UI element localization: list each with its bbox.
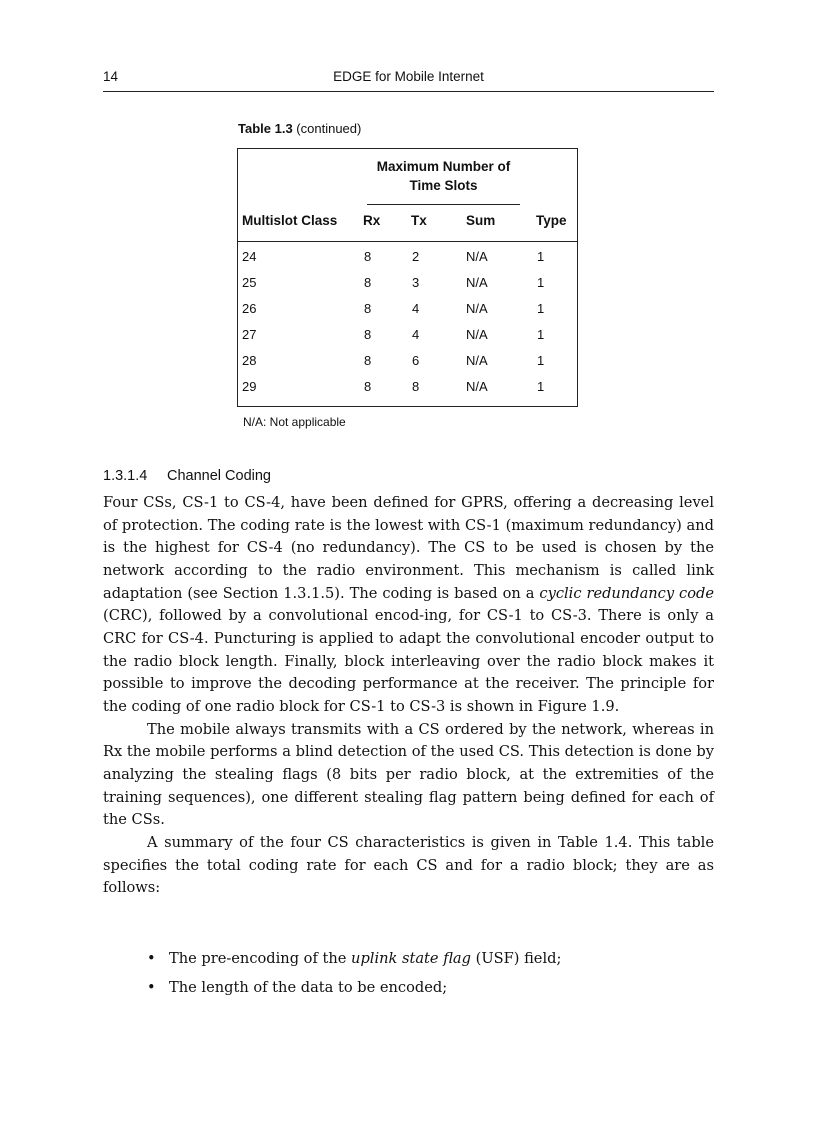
cell-tx: 2 <box>412 249 420 264</box>
list-item <box>147 973 714 1002</box>
cell-multislot-class: 24 <box>242 249 257 264</box>
table-row <box>0 379 816 405</box>
table-row <box>0 301 816 327</box>
bullet-1-emphasis: uplink state flag <box>351 950 471 967</box>
group-header-line2: Time Slots <box>409 178 478 193</box>
group-header-line1: Maximum Number of <box>376 159 511 174</box>
paragraph-1-part-a: Four CSs, CS-1 to CS-4, have been defined for GPRS, offering a decreasing level of protection. The coding rate is the lowest with CS-1 (maximum redundancy) and is the highest for CS-4 (no redundancy). The CS to be used is chosen by the network according to the radio environment. This mechanism is called link adaptation (see Section 1.3.1.5). The coding is based on a <box>103 494 714 602</box>
cell-tx: 4 <box>412 327 420 342</box>
column-header-rx: Rx <box>363 213 381 228</box>
cell-type: 1 <box>537 327 545 342</box>
table-row <box>0 353 816 379</box>
cell-rx: 8 <box>364 301 372 316</box>
cell-rx: 8 <box>364 275 372 290</box>
cell-tx: 3 <box>412 275 420 290</box>
list-item <box>147 944 714 973</box>
paragraph-3: A summary of the four CS characteristics is given in Table 1.4. This table specifies the total coding rate for each CS and for a radio block; they are as follows: <box>103 833 714 897</box>
cell-type: 1 <box>537 249 545 264</box>
cell-rx: 8 <box>364 379 372 394</box>
paragraph-1 <box>103 492 714 719</box>
header-rule <box>238 241 577 242</box>
bullet-2-text: The length of the data to be encoded; <box>169 979 448 996</box>
bullet-list <box>147 944 714 1002</box>
bullet-icon: • <box>147 979 156 996</box>
table-row <box>0 327 816 353</box>
cell-tx: 4 <box>412 301 420 316</box>
bullet-icon: • <box>147 950 156 967</box>
bullet-1-part-a: The pre-encoding of the <box>169 950 352 967</box>
body-text <box>103 492 714 900</box>
cell-sum: N/A <box>466 275 488 290</box>
cell-sum: N/A <box>466 379 488 394</box>
section-heading <box>103 468 271 484</box>
column-header-type: Type <box>536 213 567 228</box>
running-title: EDGE for Mobile Internet <box>333 69 484 84</box>
running-header <box>103 67 714 92</box>
cell-multislot-class: 29 <box>242 379 257 394</box>
cell-tx: 6 <box>412 353 420 368</box>
cell-sum: N/A <box>466 249 488 264</box>
table-footnote: N/A: Not applicable <box>243 415 346 429</box>
cell-sum: N/A <box>466 353 488 368</box>
table-caption <box>238 121 361 136</box>
table-row <box>0 275 816 301</box>
table-caption-suffix: (continued) <box>292 121 362 136</box>
cell-rx: 8 <box>364 327 372 342</box>
cell-multislot-class: 26 <box>242 301 257 316</box>
column-header-tx: Tx <box>411 213 427 228</box>
cell-type: 1 <box>537 301 545 316</box>
cell-sum: N/A <box>466 327 488 342</box>
cell-tx: 8 <box>412 379 420 394</box>
group-header-rule <box>367 204 520 205</box>
section-title: Channel Coding <box>167 468 271 484</box>
paragraph-2: The mobile always transmits with a CS ordered by the network, whereas in Rx the mobile performs a blind detection of the used CS. This detection is done by analyzing the stealing flags (8 bits per radio block, at the extremities of the training sequences), one different stealing flag pattern being defined for each of the CSs. <box>103 720 714 829</box>
cell-rx: 8 <box>364 249 372 264</box>
paragraph-1-emphasis: cyclic redundancy code <box>539 584 714 602</box>
section-number: 1.3.1.4 <box>103 468 148 484</box>
cell-multislot-class: 25 <box>242 275 257 290</box>
cell-type: 1 <box>537 275 545 290</box>
cell-type: 1 <box>537 379 545 394</box>
cell-sum: N/A <box>466 301 488 316</box>
table-row <box>0 249 816 275</box>
column-header-sum: Sum <box>466 213 496 228</box>
cell-multislot-class: 27 <box>242 327 257 342</box>
bullet-1-part-b: (USF) field; <box>470 950 562 967</box>
table-caption-label: Table 1.3 <box>238 121 293 136</box>
page-number: 14 <box>103 69 119 84</box>
paragraph-1-part-b: (CRC), followed by a convolutional encod-ing, for CS-1 to CS-3. There is only a CRC for CS-4. Puncturing is applied to adapt the convolutional encoder output to the radio block length. Finally, block interleaving over the radio block makes it possible to improve the decoding performance at the receiver. The principle for the coding of one radio block for CS-1 to CS-3 is shown in Figure 1.9. <box>103 607 714 715</box>
cell-multislot-class: 28 <box>242 353 257 368</box>
table-group-header <box>355 157 532 195</box>
cell-type: 1 <box>537 353 545 368</box>
column-header-multislot-class: Multislot Class <box>242 213 338 228</box>
cell-rx: 8 <box>364 353 372 368</box>
